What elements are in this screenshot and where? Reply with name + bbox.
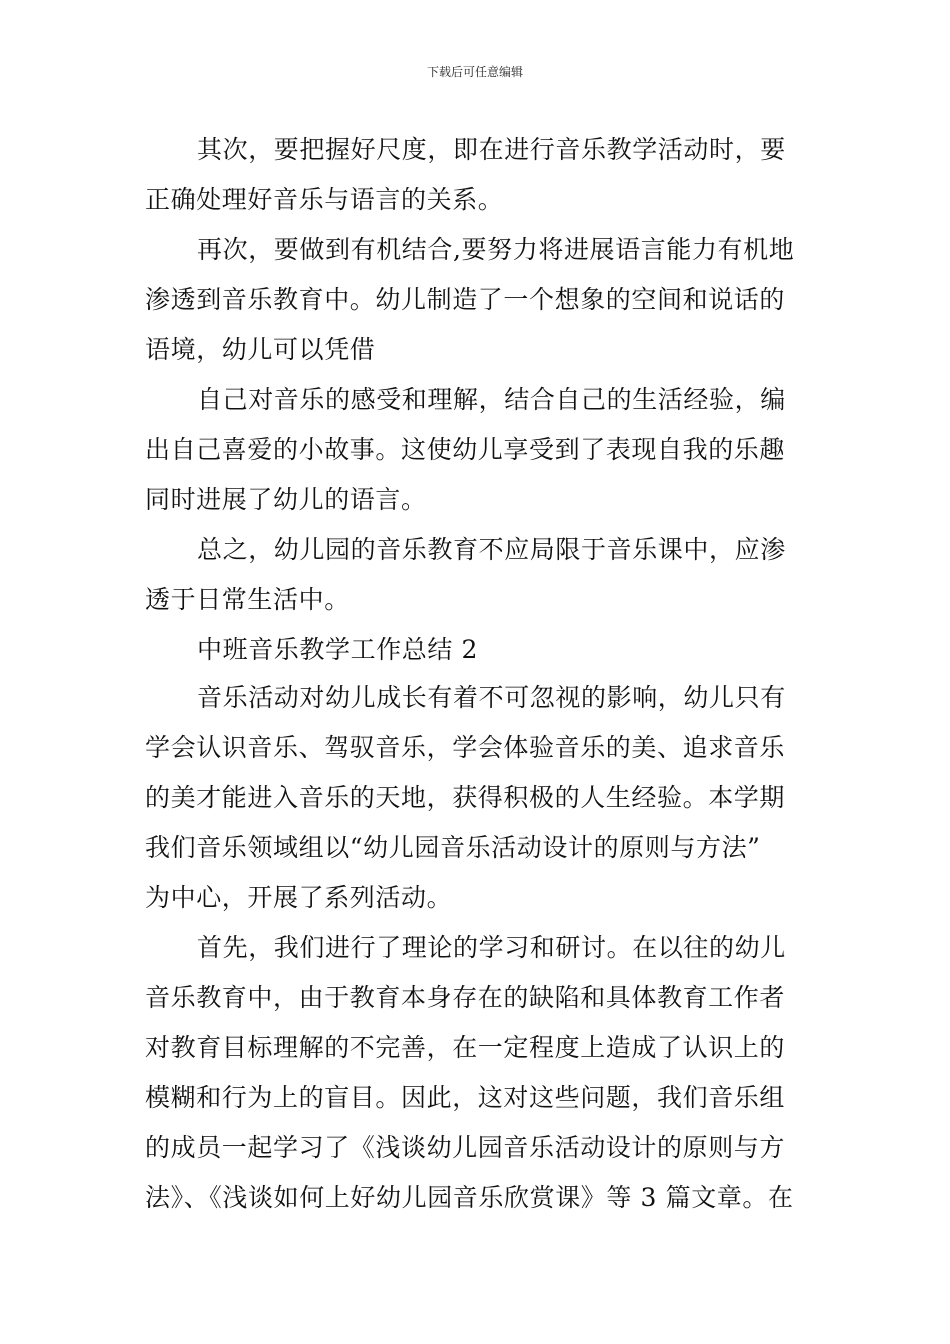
page-header: 下载后可任意编辑 bbox=[426, 65, 523, 79]
paragraph-line: 的成员一起学习了《浅谈幼儿园音乐活动设计的原则与方 bbox=[145, 1133, 786, 1162]
paragraph-line: 渗透到音乐教育中。幼儿制造了一个想象的空间和说话的 bbox=[145, 285, 786, 314]
paragraph-line: 学会认识音乐、驾驭音乐，学会体验音乐的美、追求音乐 bbox=[145, 733, 786, 762]
paragraph-line: 音乐活动对幼儿成长有着不可忽视的影响，幼儿只有 bbox=[197, 683, 786, 712]
paragraph-line: 自己对音乐的感受和理解，结合自己的生活经验，编 bbox=[197, 385, 786, 414]
paragraph-line: 音乐教育中，由于教育本身存在的缺陷和具体教育工作者 bbox=[145, 983, 786, 1012]
paragraph-line: 总之，幼儿园的音乐教育不应局限于音乐课中，应渗 bbox=[197, 535, 786, 564]
paragraph-line: 同时进展了幼儿的语言。 bbox=[145, 485, 427, 514]
paragraph-line: 的美才能进入音乐的天地，获得积极的人生经验。本学期 bbox=[145, 783, 786, 812]
paragraph-line: 为中心，开展了系列活动。 bbox=[145, 883, 453, 912]
paragraph-line: 出自己喜爱的小故事。这使幼儿享受到了表现自我的乐趣 bbox=[145, 435, 786, 464]
paragraph-line: 其次，要把握好尺度，即在进行音乐教学活动时，要 bbox=[197, 135, 786, 164]
paragraph-line: 透于日常生活中。 bbox=[145, 585, 350, 614]
section-heading: 中班音乐教学工作总结 2 bbox=[197, 635, 479, 664]
paragraph-line: 对教育目标理解的不完善，在一定程度上造成了认识上的 bbox=[145, 1033, 786, 1062]
paragraph-line: 模糊和行为上的盲目。因此，这对这些问题，我们音乐组 bbox=[145, 1083, 786, 1112]
paragraph-line: 法》、《浅谈如何上好幼儿园音乐欣赏课》等 3 篇文章。在 bbox=[145, 1183, 794, 1212]
paragraph-line: 我们音乐领域组以“幼儿园音乐活动设计的原则与方法” bbox=[145, 833, 761, 862]
paragraph-line: 再次，要做到有机结合,要努力将进展语言能力有机地 bbox=[197, 235, 795, 264]
paragraph-line: 正确处理好音乐与语言的关系。 bbox=[145, 185, 504, 214]
paragraph-line: 首先，我们进行了理论的学习和研讨。在以往的幼儿 bbox=[197, 933, 786, 962]
paragraph-line: 语境，幼儿可以凭借 bbox=[145, 335, 376, 364]
